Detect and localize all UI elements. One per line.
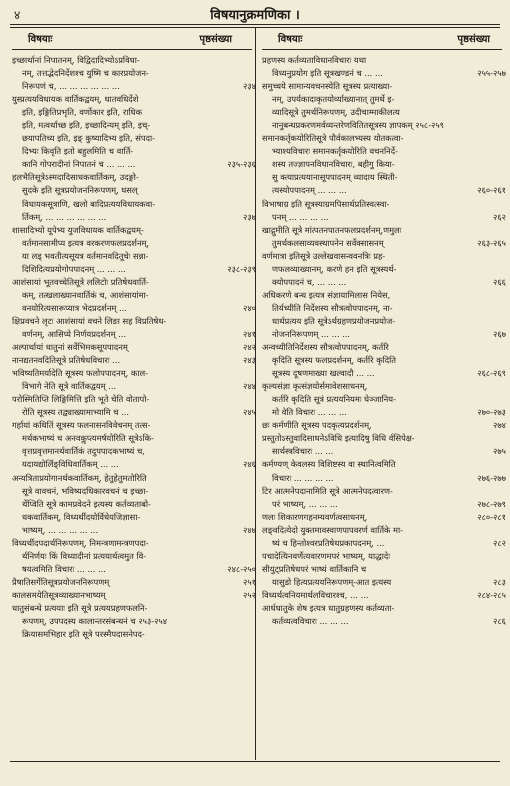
index-entry: [12, 276, 256, 315]
entry-line: नम्, उपर्यकादाकृतयोर्व्याख्यानात् तुमर्थे इ-: [272, 94, 395, 105]
index-entry: [262, 250, 506, 289]
entry-line: सीयुट्प्रतिषेधपरं भाष्यं वार्तिकानि च: [262, 563, 367, 574]
entry-text: [12, 602, 222, 641]
entry-page-number: २५१: [243, 576, 256, 587]
entry-line: सूत्रे वावचनं, भविष्यदधिकारवचनं च इच्छा-: [22, 485, 149, 496]
entry-text: [12, 224, 222, 276]
entry-page-number: २४०: [243, 302, 256, 313]
index-entry: [262, 224, 506, 250]
entry-page-number: २४२: [243, 342, 256, 353]
entry-text: [262, 563, 472, 589]
entry-page-number: २३५-२३६: [227, 159, 256, 170]
entry-line: धकवार्तिकम्, विध्यर्थीदयोर्विधेयजिज्ञासा-: [22, 511, 141, 522]
entry-line: मो वेति विचारः ... ... ...: [272, 407, 347, 418]
left-column-header: [12, 31, 252, 49]
page-count-label: पृष्ठसंख्या: [457, 34, 490, 45]
entry-page-number: २६२: [493, 211, 506, 222]
entry-line: इति, इङ्गितिप्रभृति, वर्णोकार इति, राधिक: [22, 107, 142, 118]
entry-line: समानकर्तृकयोरितिसूत्रे पौर्वकालभ्यस्य योतकत्वा-: [262, 133, 404, 144]
entry-line: कालसमयेतिसूत्रव्याख्यानभाष्यम्: [12, 589, 106, 600]
entry-line: आशंसायां भूतवच्चेतिसूत्रे ललिटोः प्रतिषेधवार्ति-: [12, 276, 149, 287]
entry-text: [12, 367, 222, 393]
entry-page-number: २७६-२७७: [477, 472, 506, 483]
entry-line: परोस्मितिप्ति लिङ्गिमित्ति इति भूते चेति वोतापो-: [12, 394, 150, 405]
entry-text: [12, 315, 222, 341]
index-entry: [12, 315, 256, 341]
entry-page-number: २८०-२८१: [477, 511, 506, 522]
entry-page-number: २४६: [243, 459, 256, 470]
index-entry: [262, 602, 506, 628]
entry-line: अन्वच्यीतिनिर्देशस्य सौत्रत्वोपपादनम्, कर्तरि: [262, 342, 389, 353]
entry-line: परं भाष्यम्, ... ... ...: [272, 498, 338, 509]
entry-line: शस्य तज्ज्ञापनविधानविचारः, बहीगु किया-: [272, 159, 395, 170]
left-index-column: [12, 54, 256, 641]
subject-label: विषयाः: [28, 34, 53, 45]
entry-line: शासादिभ्यो यूपेभ्य युजविधायक वार्तिकद्वयम्-: [12, 224, 144, 235]
entry-text: [262, 380, 472, 419]
index-entry: [262, 550, 506, 563]
entry-line: कर्तव्यत्वविचारः ... ... ...: [272, 616, 349, 627]
entry-line: नोजननिरूपणम् ... ... ...: [272, 328, 351, 339]
entry-line: धातुसंबन्धे प्रत्ययाः इति सूत्रे प्रत्ययप्रहणफलनि-: [12, 602, 148, 613]
entry-page-number: २७८-२७९: [477, 498, 506, 509]
entry-page-number: २७५: [493, 446, 506, 457]
index-entry: [262, 380, 506, 419]
entry-line: इच्छार्थानां निपातनम्, विद्विदादिभ्योऽप्रविधा-: [12, 55, 140, 65]
entry-line: अल्पार्थायां धातुनां सर्वेभिमकसूपपादनम्: [12, 342, 128, 353]
entry-line: प्रैषातिसर्गेतिसूत्रप्रयोजननिरूपणम्: [12, 576, 110, 587]
index-entry: [12, 354, 256, 367]
entry-line: र्थनिर्णयः किं विध्यादीनां प्रत्ययार्थत्वमुत वि-: [22, 550, 147, 561]
entry-line: या लड् भवतीत्यसूयत्र वर्तमानवदितूचेः सन्ना-: [22, 250, 149, 261]
entry-text: [262, 602, 472, 628]
index-entry: [262, 589, 506, 602]
entry-page-number: २४५: [243, 407, 256, 418]
entry-page-number: २३८-२३९: [227, 263, 256, 274]
entry-line: कम्, तत्खलाख्यानवार्तिकं च, आशंसायांमा-: [22, 289, 149, 300]
entry-text: [12, 171, 222, 223]
entry-line: णफलव्याख्यानम्, करणे हन इति सूत्रस्यर्थ-: [272, 263, 397, 274]
entry-line: विभाषाग्र इति सूत्रस्याग्रमपिसार्थप्रतिस्वत्स्वा-: [262, 198, 390, 209]
left-header-underline: [12, 49, 252, 50]
index-entry: [12, 602, 256, 641]
entry-text: [12, 393, 222, 419]
entry-page-number: २४४: [243, 381, 256, 392]
entry-line: कर्मण्यण् केवलस्य विशिष्टस्य वा स्थानित्वमिति: [262, 459, 396, 470]
entry-text: [262, 341, 472, 380]
entry-page-number: २६७: [493, 328, 506, 339]
entry-line: खाद्गुमीति सूत्रे मांत्पतनपातनफलप्रदर्शनम्,णमुलः: [262, 224, 402, 235]
entry-text: [12, 419, 222, 471]
entry-text: [262, 198, 472, 224]
entry-page-number: २३४: [243, 81, 256, 92]
entry-text: [12, 341, 222, 354]
entry-text: [262, 419, 472, 432]
entry-line: टिर आत्मनेपदानामिति सूत्रे आत्मनेपदत्वारण-: [262, 485, 393, 496]
index-entry: [12, 419, 256, 471]
header-rule: [10, 24, 500, 25]
entry-text: [262, 485, 472, 511]
index-entry: [262, 563, 506, 589]
entry-page-number: २६६: [493, 276, 506, 287]
entry-line: सूत्रस्य दूषणमाख्या खल्वादौ ... ...: [272, 368, 375, 379]
entry-line: आर्धधातुके शेष इत्यत्र धातुग्रहणस्य कर्तव्यता-: [262, 602, 395, 613]
entry-page-number: २८४-२८५: [477, 589, 506, 600]
entry-line: वनयोरित्यसारूप्यात्र भेदप्रदर्शनम् ...: [22, 302, 127, 313]
entry-line: प्रस्तुतोऽस्तुवादिसाधनेऽविधि इत्यादिषु विधि र्वसिपेक्ष-: [262, 433, 415, 444]
entry-line: वर्तमानसामीप्य इत्यत्र वरकरणफलप्रदर्शनम्,: [22, 237, 150, 248]
footer-rule: [10, 761, 500, 762]
entry-page-number: २७४: [493, 420, 506, 431]
entry-text: [262, 224, 472, 250]
entry-line: प्रहणस्य कर्तव्यताविधानविचारः यथा: [262, 55, 367, 65]
entry-text: [12, 93, 222, 171]
entry-line: अन्यत्रिताप्रयोगानर्थकवार्तिकम्, हेतुहेतुमतोरिति: [12, 472, 147, 483]
entry-line: र्तिकम्, ... ... ... ... ... ...: [22, 211, 107, 222]
entry-line: वृत्तप्रवृत्तमानर्थवार्तिकं तदुपपादकभाष्यं च,: [22, 446, 145, 457]
entry-page-number: २४८-२५०: [227, 563, 256, 574]
entry-line: विध्यर्थत्वनियमार्थलविचारश्च, ... ...: [262, 589, 369, 600]
entry-page-number: २५५-२५७: [477, 68, 506, 79]
entry-line: कृल्यसंज्ञा कृत्संज्ञयोर्समावेशसाधनम्,: [262, 381, 368, 392]
index-entry: [12, 224, 256, 276]
entry-text: [262, 432, 472, 458]
entry-text: [12, 54, 222, 93]
entry-text: [262, 250, 472, 289]
index-entry: [262, 524, 506, 550]
entry-text: [262, 524, 472, 550]
index-entry: [12, 341, 256, 354]
entry-line: भाष्यम्, ... ... ... ... ...: [22, 524, 99, 535]
entry-line: कानि गोपरादीनां निपातनं च ... ... ...: [22, 159, 136, 170]
entry-page-number: २८६: [493, 616, 506, 627]
entry-line: र्थेप्विति सूत्रे कामप्रवेदने इत्यस्य कर्तव्यताबो-: [22, 498, 151, 509]
entry-line: लङ्वदित्येदो युक्तमावस्वाणपापवरर्ण वार्तिके मा-: [262, 524, 403, 535]
entry-line: सु क्त्याप्रत्ययानासूपपादनम् व्यादाय स्थिती-: [272, 172, 398, 183]
entry-text: [12, 276, 222, 315]
entry-line: कृदिति सूत्रस्य फलप्रदर्शनम्, कर्तरि कृदिति: [272, 355, 397, 366]
entry-line: मर्थकभाष्यं च अनवकॢप्त्यमर्षयोरिति सूत्रेऽकि-: [22, 433, 154, 444]
index-entry: [12, 472, 256, 537]
entry-line: पनम् ... ... ... ...: [272, 211, 329, 222]
entry-line: त्यस्योपपादनम् ... ... ...: [272, 185, 347, 196]
entry-text: [262, 80, 472, 132]
entry-line: छः कर्मणीति सूत्रस्य पदकृत्यप्रदर्शनम्,: [262, 420, 372, 431]
index-entry: [262, 289, 506, 341]
entry-line: इति, मत्वर्थाच्छ इति, इच्छादिन्यम् इति, इच्-: [22, 120, 151, 131]
index-entry: [262, 341, 506, 380]
index-entry: [12, 93, 256, 171]
entry-page-number: २८२: [493, 537, 506, 548]
entry-line: व्यादिसूत्रे तुमर्थनिरूपणम्, उदीचाम्माकीलत्य: [272, 107, 400, 118]
right-header-underline: [262, 49, 502, 50]
entry-text: [262, 289, 472, 341]
entry-line: नानद्यतनवदितिसूत्रे प्रतिषेधविचारः ...: [12, 355, 121, 366]
page-number: ४: [14, 8, 21, 22]
entry-page-number: २४१: [243, 328, 256, 339]
entry-text: [12, 537, 222, 576]
entry-page-number: २४३: [243, 355, 256, 366]
entry-line: तिर्यच्यीति निर्देशस्य सौत्रत्वोपपादनम्, ना-: [272, 302, 393, 313]
entry-line: क्षिप्रवचने लृटः आशंसायां वचने लिङा सह विप्रतिषेध-: [12, 315, 167, 326]
entry-line: णलः शिकारणगहनम्यवर्णत्वसाधनम्,: [262, 511, 368, 522]
entry-page-number: २६०-२६१: [477, 185, 506, 196]
entry-line: क्योपपादनं च, ... ... ...: [272, 276, 347, 287]
entry-line: कर्तरि कृदिति सूत्रं प्रत्ययनियमः घेञ्जानिय-: [272, 394, 396, 405]
entry-text: [262, 54, 472, 80]
entry-page-number: २८३: [493, 576, 506, 587]
entry-line: क्रियासमभिहार इति सूत्रे परस्मैपदासनेपद-: [22, 629, 145, 640]
entry-text: [262, 458, 472, 484]
index-entry: [262, 419, 506, 432]
entry-line: हलभैतिसूत्रेऽस्मदादिसाधकवार्तिकम्, उदङ्गो-: [12, 172, 139, 183]
index-entry: [262, 458, 506, 484]
entry-line: रोति सूत्रस्य तद्व्याख्यामाभ्यामि च ...: [22, 407, 130, 418]
index-entry: [12, 171, 256, 223]
entry-page-number: २७०-२७३: [477, 407, 506, 418]
entry-text: [262, 550, 472, 563]
entry-page-number: २५२: [243, 589, 256, 600]
entry-line: छयापतिच्य इति, इङ् कुष्यादिभ्य इति, संपदा-: [22, 133, 155, 144]
index-entry: [12, 589, 256, 602]
entry-line: यासुडो हित्यप्रत्ययनिरूपणम्-आत इत्यस्य: [272, 576, 392, 587]
entry-line: धार्थप्रत्यय इति सूत्रेऽर्थग्रहणप्रयोजनप्रयोज-: [272, 315, 396, 326]
entry-line: समुच्चये सामान्यवचनस्येति सूत्रस्य प्रत्याख्या-: [262, 81, 393, 92]
entry-text: [262, 132, 472, 197]
index-entry: [12, 537, 256, 576]
entry-line: अधिकरणे बन्ध इत्यत्र संज्ञायामिलास नियेस,: [262, 289, 391, 300]
entry-page-number: २४७: [243, 524, 256, 535]
index-entry: [262, 80, 506, 132]
entry-line: दिशिदित्यप्रयोगोपपादनम् ... ... ...: [22, 263, 126, 274]
entry-text: [12, 472, 222, 537]
entry-line: भ्याश्यविचारः समानकर्तृकयोरिति वचननिर्दे-: [272, 146, 398, 157]
entry-line: रूपणम्, उपपदस्य कालान्तरसंबन्धनं च २५३-२५४: [22, 616, 168, 627]
entry-line: विध्यर्थीदपदार्थनिरूपणम्, निमन्त्रणामन्त्रणपदा-: [12, 537, 149, 548]
entry-line: विधायकसूत्राणि, खलो बादिप्रत्ययविधायकवा-: [22, 198, 156, 209]
entry-page-number: २६३-२६५: [477, 237, 506, 248]
entry-text: [12, 576, 222, 589]
right-column-header: [262, 31, 502, 49]
index-entry: [262, 485, 506, 511]
index-entry: [262, 432, 506, 458]
entry-line: यदायद्योर्लिङ्विधिवार्तिकम् ... ...: [22, 459, 119, 470]
entry-line: गर्हायां कथितिं सूत्रस्य फलनासनविवेचनम् तत्स-: [12, 420, 151, 431]
entry-line: वर्णनम्, आसिप्ये निर्णयप्रदर्शनम् ...: [22, 328, 127, 339]
index-entry: [262, 511, 506, 524]
entry-line: दिभ्यः किवृति इतो बहुलमिति च वार्ति-: [22, 146, 134, 157]
entry-line: विचारः ... ... ... ...: [272, 472, 334, 483]
entry-text: [262, 589, 472, 602]
right-index-column: [262, 54, 506, 628]
entry-text: [12, 589, 222, 602]
entry-line: नम्, तत्तद्भेदनिर्देशश्च युष्मि च कारप्रयोजन-: [22, 68, 149, 79]
entry-line: ष्यं च हिन्तोश्वरप्रतिषेधप्रकापदनम्, ...: [272, 537, 385, 548]
page-count-label: पृष्ठसंख्या: [199, 34, 232, 45]
entry-line: विभागे नेति सूत्रे वार्तिकद्वयम् ...: [22, 381, 117, 392]
entry-line: विध्यनुप्रयोग इति सूत्रखण्डनं च ... ...: [272, 68, 383, 79]
entry-line: सुदके इति सूत्रप्रयोजननिरूपणम्, घसल्: [22, 185, 138, 196]
entry-line: पचादेत्यिनवर्णेत्यवारणमपरं भाष्यम्, याद्धादेः: [262, 550, 390, 561]
entry-line: भविष्यतिमर्यादेति सूत्रस्य फलोपपादनम्, काल-: [12, 368, 148, 379]
entry-line: निरूपणं च, ... ... ... ... ... ...: [22, 81, 120, 92]
entry-line: वर्णमात्रा इतिसूत्रे उल्लेखवासन्ववनत्रिः प्रह-: [262, 250, 386, 261]
index-entry: [262, 132, 506, 197]
entry-line: तुमर्थकलसाव्यवस्थापनेन सर्वेक्सासनम्: [272, 237, 384, 248]
entry-text: [262, 511, 472, 524]
subject-label: विषयाः: [278, 34, 303, 45]
index-entry: [12, 576, 256, 589]
entry-page-number: २६८-२६९: [477, 368, 506, 379]
index-entry: [12, 367, 256, 393]
entry-line: सार्थस्त्रविचारः ... ...: [272, 446, 334, 457]
entry-line: युस्प्रत्ययविधायक वार्तिकद्वयम्, धातवधिर्देशे: [12, 94, 139, 105]
index-entry: [12, 393, 256, 419]
entry-line: षयत्वमिति विचारः ... ... ...: [22, 563, 106, 574]
index-entry: [262, 198, 506, 224]
entry-text: [12, 354, 222, 367]
entry-line: नानुबन्धप्रकरणमर्वव्यन्तरेणवितितसूत्रस्य ज्ञापकम् २५८-२५९: [272, 120, 444, 131]
index-entry: [12, 54, 256, 93]
entry-page-number: २३७: [243, 211, 256, 222]
running-title: विषयानुक्रमणिका ।: [210, 8, 300, 23]
index-entry: [262, 54, 506, 80]
